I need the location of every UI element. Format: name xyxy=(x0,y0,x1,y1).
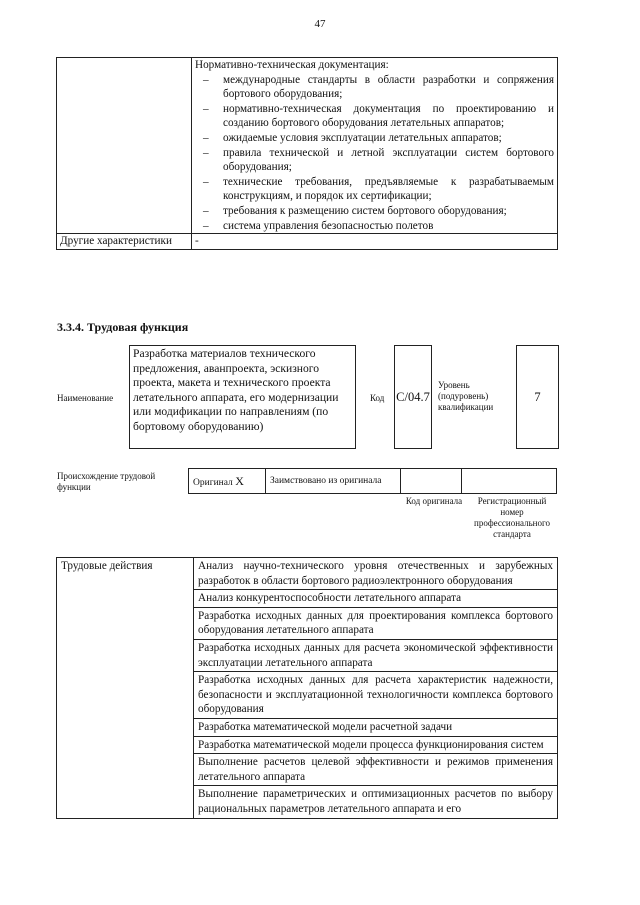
qualification-level-label: Уровень (подуровень) квалификации xyxy=(438,380,494,412)
code-label: Код xyxy=(370,393,385,403)
function-code-value: C/04.7 xyxy=(394,345,432,449)
table-row: Разработка исходных данных для проектирования комплекса бортового оборудования летательного аппарата xyxy=(194,607,558,639)
documentation-cell xyxy=(192,58,558,234)
table-row: Анализ конкурентоспособности летательного аппарата xyxy=(194,590,558,608)
list-item: – система управления безопасностью полетов xyxy=(195,219,554,234)
list-item: – ожидаемые условия эксплуатации летательных аппаратов; xyxy=(195,131,554,146)
list-item: – нормативно-техническая документация по проектированию и созданию бортового оборудования летательных аппаратов; xyxy=(195,102,554,131)
table-row: Разработка математической модели процесса функционирования систем xyxy=(194,736,558,754)
labor-actions-label: Трудовые действия xyxy=(57,558,194,819)
function-name-value: Разработка материалов технического предложения, аванпроекта, эскизного проекта, макета и технического проекта летательного аппарата, его модернизации или модификации по направлениям (по бортовому оборудованию) xyxy=(129,345,356,449)
table-row: Выполнение параметрических и оптимизационных расчетов по выбору рациональных параметров летательного аппарата и его xyxy=(194,786,558,818)
documentation-list xyxy=(195,73,554,234)
labor-actions-table xyxy=(56,557,558,819)
table-row: Выполнение расчетов целевой эффективности и режимов применения летательного аппарата xyxy=(194,754,558,786)
borrowed-cell: Заимствовано из оригинала xyxy=(266,469,401,494)
requirements-table xyxy=(56,57,558,250)
table-row: Разработка исходных данных для расчета экономической эффективности эксплуатации летательного аппарата xyxy=(194,639,558,671)
table-row: Разработка исходных данных для расчета характеристик надежности, безопасности и эксплуатационной технологичности комплекса бортового оборудования xyxy=(194,672,558,719)
empty-label-cell xyxy=(57,58,192,234)
other-characteristics-value: - xyxy=(192,234,558,250)
registration-number-caption: Регистрационный номер профессионального стандарта xyxy=(474,496,550,539)
original-mark: X xyxy=(235,473,244,488)
documentation-heading: Нормативно-техническая документация: xyxy=(195,59,389,71)
section-title: 3.3.4. Трудовая функция xyxy=(57,320,189,334)
name-label: Наименование xyxy=(57,393,114,403)
list-item: – правила технической и летной эксплуатации систем бортового оборудования; xyxy=(195,146,554,175)
list-item: – международные стандарты в области разработки и сопряжения бортового оборудования; xyxy=(195,73,554,102)
table-row: Анализ научно-технического уровня отечественных и зарубежных разработок в области бортового радиоэлектронного оборудования xyxy=(194,558,558,590)
list-item: – технические требования, предъявляемые к разрабатываемым конструкциям, и порядок их сертификации; xyxy=(195,175,554,204)
origin-table xyxy=(188,468,557,494)
registration-number-cell xyxy=(462,469,557,494)
qualification-level-value: 7 xyxy=(516,345,559,449)
origin-label: Происхождение трудовой функции xyxy=(57,471,156,492)
table-row: Разработка математической модели расчетной задачи xyxy=(194,718,558,736)
page-number: 47 xyxy=(314,18,326,30)
original-code-cell xyxy=(401,469,462,494)
original-code-caption: Код оригинала xyxy=(405,496,463,506)
list-item: – требования к размещению систем бортового оборудования; xyxy=(195,204,554,219)
original-cell xyxy=(189,469,266,494)
original-label: Оригинал xyxy=(193,477,233,488)
other-characteristics-label: Другие характеристики xyxy=(57,234,192,250)
